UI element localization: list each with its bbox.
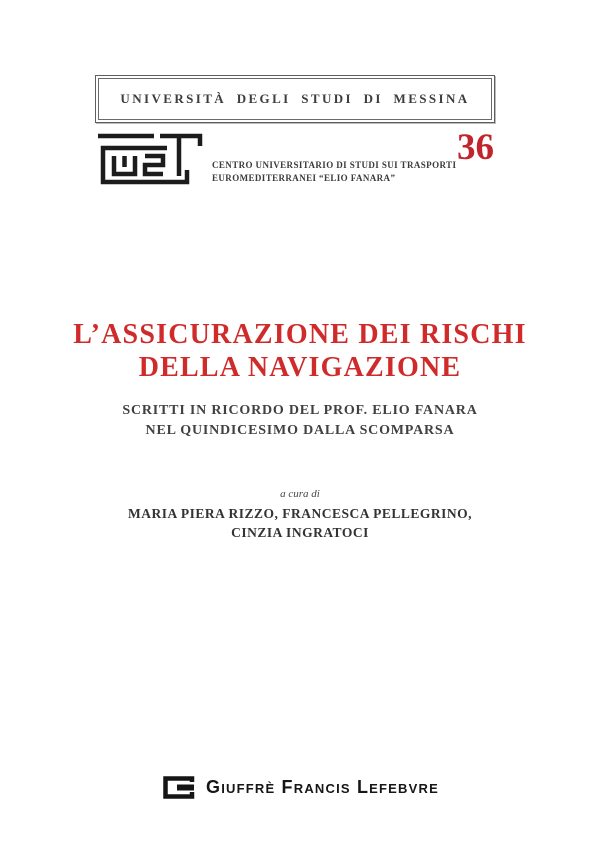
editor-names-line1: MARIA PIERA RIZZO, FRANCESCA PELLEGRINO, — [127, 506, 473, 521]
book-title-line1: L’ASSICURAZIONE DEI RISCHI — [73, 319, 527, 350]
editor-names-line2: CINZIA INGRATOCI — [231, 525, 369, 540]
cust-logo-icon — [97, 132, 205, 194]
book-title — [0, 318, 600, 384]
editor-names — [0, 504, 600, 542]
university-name: UNIVERSITÀ DEGLI STUDI DI MESSINA — [120, 91, 470, 106]
publisher-logo-icon — [161, 774, 197, 801]
university-banner-inner-frame — [98, 78, 492, 120]
university-banner — [95, 75, 495, 123]
centre-name-line2: EUROMEDITERRANEI “ELIO FANARA” — [212, 173, 396, 183]
centre-name — [212, 159, 456, 185]
publisher-row — [0, 774, 600, 801]
book-subtitle-line2: NEL QUINDICESIMO DALLA SCOMPARSA — [145, 423, 455, 438]
edited-by-label: a cura di — [280, 488, 320, 500]
book-title-line2: DELLA NAVIGAZIONE — [138, 352, 462, 383]
book-subtitle — [0, 401, 600, 441]
editors-block — [0, 488, 600, 542]
book-subtitle-line1: SCRITTI IN RICORDO DEL PROF. ELIO FANARA — [122, 403, 478, 418]
publisher-name: Giuffrè Francis Lefebvre — [206, 777, 439, 797]
series-volume-number: 36 — [457, 127, 494, 168]
centre-name-line1: CENTRO UNIVERSITARIO DI STUDI SUI TRASPORTI — [212, 160, 457, 170]
